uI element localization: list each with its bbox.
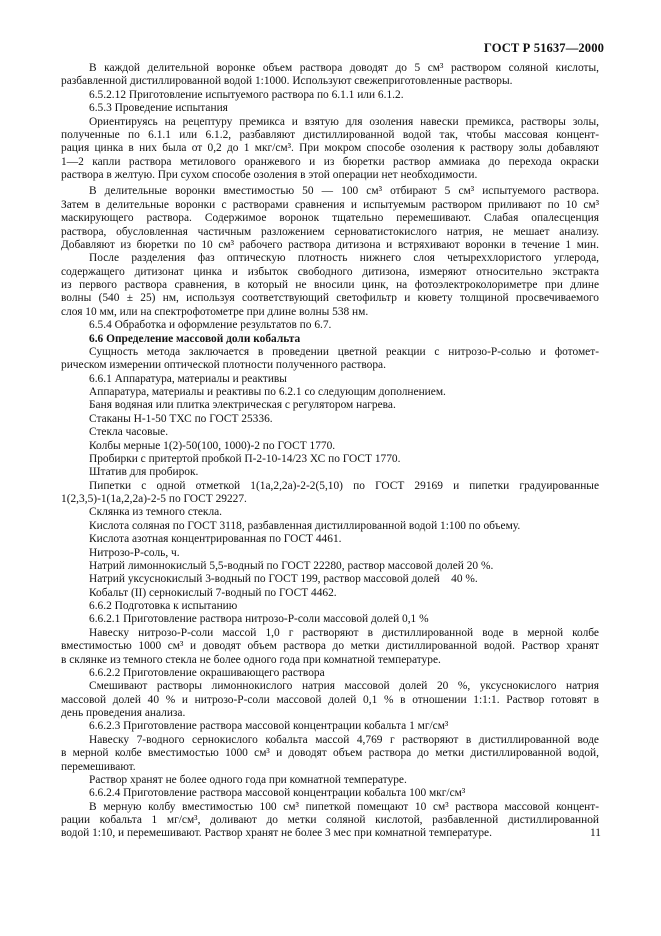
text-line: раствора, обусловленная частичным разложением серноватистокислого натрия, не мешает анализу. xyxy=(61,225,599,238)
text-line: разбавленной дистиллированной водой 1:1000. Используют свежеприготовленные растворы. xyxy=(61,75,513,88)
list-item: Склянка из темного стекла. xyxy=(89,506,223,519)
text-line: в мерной колбе вместимостью 1000 см³ и доводят объем раствора до метки дистиллированной водой, xyxy=(61,747,599,760)
text-line: 1(2,3,5)-1(1а,2,2а)-2-5 по ГОСТ 29227. xyxy=(61,493,247,505)
text-line: 6.5.4 Обработка и оформление результатов по 6.7. xyxy=(89,319,332,332)
document-body xyxy=(61,62,599,841)
section-heading: 6.6.2 Подготовка к испытанию xyxy=(89,600,238,612)
text-line: Навеску нитрозо-Р-соли массой 1,0 г растворяют в дистиллированной воде в мерной колбе xyxy=(89,626,599,639)
text-line: В делительные воронки вместимостью 50 — 100 см³ отбирают 5 см³ испытуемого раствора. xyxy=(89,185,599,198)
list-item: Натрий лимоннокислый 5,5-водный по ГОСТ 22280, раствор массовой долей 20 %. xyxy=(89,559,494,572)
standard-header: ГОСТ Р 51637—2000 xyxy=(483,41,604,55)
list-item: Баня водяная или плитка электрическая с регулятором нагрева. xyxy=(89,399,396,412)
text-line: рация цинка в них была от 0,2 до 1 мкг/см³. При мокром способе озоления к раствору золы добавляют xyxy=(61,142,599,155)
section-heading: 6.5.3 Проведение испытания xyxy=(89,102,228,115)
text-line: в склянке из темного стекла не более одного года при комнатной температуре. xyxy=(61,653,441,666)
list-item: Колбы мерные 1(2)-50(100, 1000)-2 по ГОСТ 1770. xyxy=(89,439,336,452)
list-item: Кислота азотная концентрированная по ГОСТ 4461. xyxy=(89,533,342,546)
text-line: После разделения фаз оптическую плотность нижнего слоя четыреххлористого углерода, xyxy=(89,252,599,265)
page-number: 11 xyxy=(590,827,601,839)
text-line: волны (540 ± 25) нм, используя соответствующий светофильтр и кювету толщиной просвечиваемого xyxy=(61,292,599,305)
text-line: Сущность метода заключается в проведении цветной реакции с нитрозо-Р-солью и фотомет- xyxy=(89,345,599,358)
text-line: 1—2 капли раствора метилового оранжевого и из бюретки раствор аммиака до перехода окраски xyxy=(61,155,599,168)
section-heading: 6.6.1 Аппаратура, материалы и реактивы xyxy=(89,372,287,385)
text-line: В каждой делительной воронке объем раствора доводят до 5 см³ раствором соляной кислоты, xyxy=(89,62,599,74)
text-line: полученные по 6.1.1 или 6.1.2, разбавляют дистиллированной водой так, чтобы массовая концент- xyxy=(61,128,599,141)
section-heading: 6.6 Определение массовой доли кобальта xyxy=(89,332,301,345)
text-line: раствора в желтую. При сухом способе озоления в этой операции нет необходимости. xyxy=(61,169,478,181)
text-line: содержащего дитизонат цинка и избыток свободного дитизона, измеряют относительно экстракта xyxy=(61,265,599,278)
text-line: Ориентируясь на рецептуру премикса и взятую для озоления навески премикса, растворы золы, xyxy=(89,115,599,128)
text-line: Навеску 7-водного сернокислого кобальта массой 4,769 г растворяют в дистиллированной воде xyxy=(89,733,599,746)
text-line: рации кобальта 1 мг/см³, доливают до метки соляной кислотой, разбавленной дистиллированной xyxy=(61,814,599,826)
list-item: Стекла часовые. xyxy=(89,426,169,439)
list-item: Штатив для пробирок. xyxy=(89,466,199,479)
list-item: Пробирки с притертой пробкой П-2-10-14/23 ХС по ГОСТ 1770. xyxy=(89,452,401,465)
list-item: Кислота соляная по ГОСТ 3118, разбавленная дистиллированной водой 1:100 по объему. xyxy=(89,519,521,532)
text-line: рическом измерении оптической плотности полученного раствора. xyxy=(61,359,386,372)
text-line: день проведения анализа. xyxy=(61,707,186,719)
text-line: Затем в делительные воронки с растворами сравнения и испытуемым раствором приливают по 10 см³ xyxy=(61,198,599,211)
text-line: перемешивают. xyxy=(61,760,136,773)
text-line: слоя 10 мм, или на спектрофотометре при длине волны 538 нм. xyxy=(61,305,369,318)
text-line: массовой долей 40 % и нитрозо-Р-соли массовой долей 0,1 % в отношении 1:1:1. Раствор готовят в xyxy=(61,693,599,706)
section-heading: 6.6.2.1 Приготовление раствора нитрозо-Р-соли массовой долей 0,1 % xyxy=(89,613,429,626)
text-line: Смешивают растворы лимоннокислого натрия массовой долей 20 %, уксуснокислого натрия xyxy=(89,680,599,693)
text-line: водой 1:10, и перемешивают. Раствор хранят не более 3 мес при комнатной температуре. xyxy=(61,827,492,840)
list-item: Натрий уксуснокислый 3-водный по ГОСТ 199, раствор массовой долей 40 %. xyxy=(89,573,478,586)
text-line: Раствор хранят не более одного года при комнатной температуре. xyxy=(89,773,407,786)
text-line: из первого раствора сравнения, в который не вносили цинк, на фотоэлектроколориметре при длине xyxy=(61,279,599,291)
text-line: Добавляют из бюретки по 10 см³ рабочего раствора дитизона и встряхивают воронки в течение 1 мин. xyxy=(61,238,599,251)
list-item: Стаканы Н-1-50 ТХС по ГОСТ 25336. xyxy=(89,412,273,425)
text-line: В мерную колбу вместимостью 100 см³ пипеткой помещают 10 см³ раствора массовой концент- xyxy=(89,800,599,813)
list-item: Кобальт (II) сернокислый 7-водный по ГОСТ 4462. xyxy=(89,586,337,599)
section-heading: 6.6.2.4 Приготовление раствора массовой концентрации кобальта 100 мкг/см³ xyxy=(89,787,466,800)
section-heading: 6.6.2.3 Приготовление раствора массовой концентрации кобальта 1 мг/см³ xyxy=(89,720,449,733)
text-line: вместимостью 1000 см³ и доводят объем раствора до метки дистиллированной водой. Раствор хранят xyxy=(61,640,599,653)
list-item: Пипетки с одной отметкой 1(1а,2,2а)-2-2(5,10) по ГОСТ 29169 и пипетки градуированные xyxy=(89,479,599,492)
list-item: Аппаратура, материалы и реактивы по 6.2.1 со следующим дополнением. xyxy=(89,386,446,398)
text-line: 6.5.2.12 Приготовление испытуемого раствора по 6.1.1 или 6.1.2. xyxy=(89,88,404,101)
list-item: Нитрозо-Р-соль, ч. xyxy=(89,546,180,559)
text-line: маскирующего раствора. Содержимое воронок тщательно перемешивают. Слабая опалесценция xyxy=(61,212,599,225)
section-heading: 6.6.2.2 Приготовление окрашивающего раствора xyxy=(89,666,325,679)
